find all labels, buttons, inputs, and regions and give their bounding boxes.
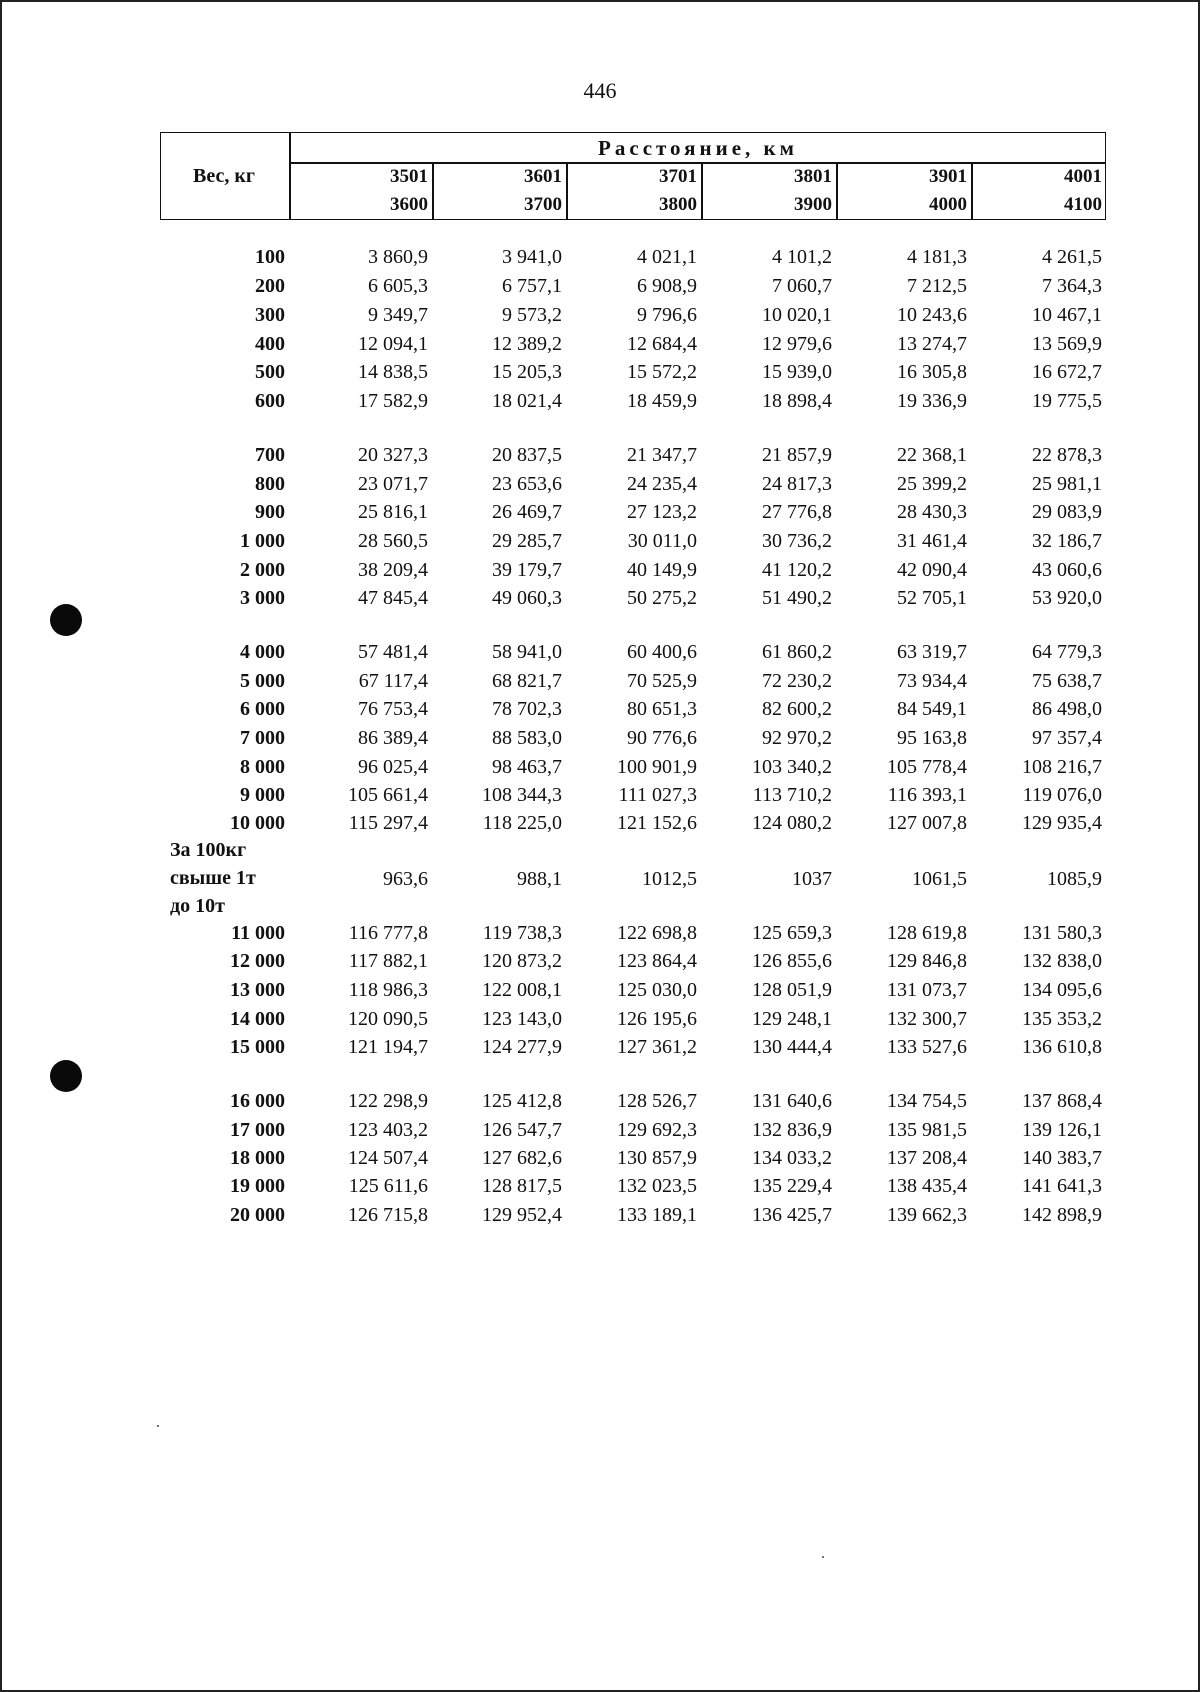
tariff-cell: 134 754,5 [887,1090,967,1112]
weight-cell: 1 000 [240,530,285,552]
tariff-cell: 128 817,5 [482,1175,562,1197]
weight-cell: 8 000 [240,756,285,778]
tariff-cell: 7 060,7 [772,275,832,297]
tariff-cell: 95 163,8 [897,727,967,749]
table-row [0,304,1200,332]
tariff-cell: 139 126,1 [1022,1119,1102,1141]
table-row [0,1119,1200,1147]
distance-header: Расстояние, км [598,136,798,160]
tariff-cell: 64 779,3 [1032,641,1102,663]
tariff-cell: 121 152,6 [617,812,697,834]
table-row [0,641,1200,669]
tariff-cell: 131 640,6 [752,1090,832,1112]
page-number: 446 [583,78,617,103]
tariff-cell: 128 619,8 [887,922,967,944]
weight-cell: 16 000 [230,1090,285,1112]
tariff-cell: 116 777,8 [348,922,428,944]
tariff-cell: 1085,9 [1047,868,1102,890]
tariff-cell: 125 611,6 [348,1175,428,1197]
weight-cell: 400 [255,333,285,355]
tariff-cell: 20 837,5 [492,444,562,466]
tariff-cell: 108 344,3 [482,784,562,806]
table-row [0,698,1200,726]
tariff-cell: 29 285,7 [492,530,562,552]
weight-cell: 19 000 [230,1175,285,1197]
tariff-cell: 22 878,3 [1032,444,1102,466]
tariff-cell: 119 076,0 [1022,784,1102,806]
tariff-cell: 129 935,4 [1022,812,1102,834]
table-row [0,670,1200,698]
weight-cell: 200 [255,275,285,297]
tariff-cell: 133 527,6 [887,1036,967,1058]
punch-hole [50,1060,82,1092]
tariff-cell: 49 060,3 [492,587,562,609]
tariff-cell: 118 225,0 [482,812,562,834]
tariff-cell: 138 435,4 [887,1175,967,1197]
tariff-cell: 4 101,2 [772,246,832,268]
tariff-cell: 21 347,7 [627,444,697,466]
table-row [0,950,1200,978]
table-row [0,559,1200,587]
scan-speck [157,1425,159,1427]
tariff-cell: 132 300,7 [887,1008,967,1030]
table-row [0,246,1200,274]
tariff-cell: 135 229,4 [752,1175,832,1197]
weight-cell: 18 000 [230,1147,285,1169]
tariff-cell: 51 490,2 [762,587,832,609]
tariff-cell: 75 638,7 [1032,670,1102,692]
tariff-cell: 141 641,3 [1022,1175,1102,1197]
surcharge-label-line: свыше 1т [170,867,256,889]
tariff-cell: 29 083,9 [1032,501,1102,523]
tariff-cell: 20 327,3 [358,444,428,466]
tariff-cell: 52 705,1 [897,587,967,609]
tariff-cell: 78 702,3 [492,698,562,720]
tariff-cell: 10 243,6 [897,304,967,326]
tariff-cell: 1037 [792,868,832,890]
tariff-cell: 18 459,9 [627,390,697,412]
tariff-cell: 108 216,7 [1022,756,1102,778]
tariff-cell: 21 857,9 [762,444,832,466]
tariff-cell: 135 981,5 [887,1119,967,1141]
tariff-cell: 82 600,2 [762,698,832,720]
tariff-cell: 28 560,5 [358,530,428,552]
tariff-cell: 136 425,7 [752,1204,832,1226]
tariff-cell: 23 653,6 [492,473,562,495]
tariff-cell: 24 235,4 [627,473,697,495]
tariff-cell: 113 710,2 [752,784,832,806]
tariff-cell: 1061,5 [912,868,967,890]
tariff-cell: 127 007,8 [887,812,967,834]
tariff-cell: 17 582,9 [358,390,428,412]
tariff-cell: 15 205,3 [492,361,562,383]
tariff-cell: 963,6 [383,868,428,890]
range-from: 3801 [794,166,832,187]
tariff-cell: 63 319,7 [897,641,967,663]
tariff-cell: 105 778,4 [887,756,967,778]
range-divider [836,164,838,220]
tariff-cell: 47 845,4 [358,587,428,609]
table-row [0,530,1200,558]
tariff-cell: 27 776,8 [762,501,832,523]
range-divider [432,164,434,220]
tariff-cell: 10 467,1 [1032,304,1102,326]
tariff-cell: 137 208,4 [887,1147,967,1169]
tariff-cell: 10 020,1 [762,304,832,326]
tariff-cell: 131 580,3 [1022,922,1102,944]
tariff-cell: 92 970,2 [762,727,832,749]
tariff-cell: 72 230,2 [762,670,832,692]
tariff-cell: 16 305,8 [897,361,967,383]
tariff-cell: 80 651,3 [627,698,697,720]
tariff-cell: 120 090,5 [348,1008,428,1030]
surcharge-label-line: За 100кг [170,839,247,861]
tariff-cell: 105 661,4 [348,784,428,806]
tariff-cell: 12 684,4 [627,333,697,355]
tariff-cell: 137 868,4 [1022,1090,1102,1112]
tariff-cell: 124 507,4 [348,1147,428,1169]
tariff-cell: 31 461,4 [897,530,967,552]
tariff-cell: 6 908,9 [637,275,697,297]
tariff-cell: 22 368,1 [897,444,967,466]
tariff-cell: 6 757,1 [502,275,562,297]
tariff-cell: 129 846,8 [887,950,967,972]
tariff-cell: 124 277,9 [482,1036,562,1058]
tariff-cell: 121 194,7 [348,1036,428,1058]
tariff-cell: 125 412,8 [482,1090,562,1112]
weight-cell: 6 000 [240,698,285,720]
tariff-cell: 15 939,0 [762,361,832,383]
range-from: 3701 [659,166,697,187]
tariff-cell: 13 569,9 [1032,333,1102,355]
tariff-cell: 135 353,2 [1022,1008,1102,1030]
table-row [0,784,1200,812]
tariff-cell: 24 817,3 [762,473,832,495]
tariff-cell: 126 547,7 [482,1119,562,1141]
tariff-cell: 86 389,4 [358,727,428,749]
scan-speck [822,1556,824,1558]
tariff-cell: 111 027,3 [618,784,697,806]
table-row [0,333,1200,361]
range-from: 3501 [390,166,428,187]
tariff-cell: 129 692,3 [617,1119,697,1141]
tariff-cell: 57 481,4 [358,641,428,663]
tariff-cell: 129 248,1 [752,1008,832,1030]
tariff-cell: 12 094,1 [358,333,428,355]
tariff-cell: 15 572,2 [627,361,697,383]
tariff-cell: 125 030,0 [617,979,697,1001]
surcharge-label-line: до 10т [170,895,225,917]
table-row [0,1175,1200,1203]
table-row [0,361,1200,389]
tariff-cell: 7 212,5 [907,275,967,297]
range-divider [566,164,568,220]
tariff-cell: 90 776,6 [627,727,697,749]
tariff-cell: 4 261,5 [1042,246,1102,268]
tariff-cell: 129 952,4 [482,1204,562,1226]
table-row [0,501,1200,529]
tariff-cell: 988,1 [517,868,562,890]
tariff-cell: 117 882,1 [348,950,428,972]
tariff-cell: 32 186,7 [1032,530,1102,552]
tariff-cell: 119 738,3 [482,922,562,944]
weight-cell: 10 000 [230,812,285,834]
tariff-cell: 98 463,7 [492,756,562,778]
tariff-cell: 40 149,9 [627,559,697,581]
tariff-cell: 30 736,2 [762,530,832,552]
tariff-cell: 67 117,4 [358,670,428,692]
tariff-cell: 25 981,1 [1032,473,1102,495]
tariff-cell: 12 389,2 [492,333,562,355]
tariff-cell: 9 796,6 [637,304,697,326]
tariff-cell: 86 498,0 [1032,698,1102,720]
tariff-cell: 116 393,1 [887,784,967,806]
tariff-cell: 126 195,6 [617,1008,697,1030]
tariff-cell: 50 275,2 [627,587,697,609]
table-row [0,1090,1200,1118]
tariff-cell: 132 023,5 [617,1175,697,1197]
tariff-cell: 142 898,9 [1022,1204,1102,1226]
table-row [0,444,1200,472]
weight-cell: 13 000 [230,979,285,1001]
tariff-cell: 3 941,0 [502,246,562,268]
tariff-cell: 128 526,7 [617,1090,697,1112]
tariff-cell: 115 297,4 [348,812,428,834]
tariff-cell: 127 361,2 [617,1036,697,1058]
weight-cell: 20 000 [230,1204,285,1226]
tariff-cell: 84 549,1 [897,698,967,720]
table-row [0,756,1200,784]
tariff-cell: 123 864,4 [617,950,697,972]
tariff-cell: 27 123,2 [627,501,697,523]
weight-cell: 4 000 [240,641,285,663]
tariff-cell: 118 986,3 [348,979,428,1001]
tariff-cell: 124 080,2 [752,812,832,834]
table-row [0,1204,1200,1232]
tariff-cell: 139 662,3 [887,1204,967,1226]
tariff-cell: 23 071,7 [358,473,428,495]
weight-cell: 2 000 [240,559,285,581]
range-to: 3800 [659,194,697,215]
weight-cell: 14 000 [230,1008,285,1030]
tariff-cell: 127 682,6 [482,1147,562,1169]
tariff-cell: 96 025,4 [358,756,428,778]
tariff-cell: 123 403,2 [348,1119,428,1141]
tariff-cell: 41 120,2 [762,559,832,581]
tariff-cell: 123 143,0 [482,1008,562,1030]
table-row [0,390,1200,418]
table-row [0,1036,1200,1064]
weight-cell: 12 000 [230,950,285,972]
tariff-cell: 26 469,7 [492,501,562,523]
tariff-cell: 58 941,0 [492,641,562,663]
tariff-cell: 14 838,5 [358,361,428,383]
range-divider [971,164,973,220]
tariff-cell: 126 715,8 [348,1204,428,1226]
tariff-cell: 132 838,0 [1022,950,1102,972]
tariff-cell: 4 021,1 [637,246,697,268]
tariff-cell: 19 775,5 [1032,390,1102,412]
range-to: 3700 [524,194,562,215]
tariff-cell: 39 179,7 [492,559,562,581]
header-rule [290,162,1106,164]
tariff-cell: 9 573,2 [502,304,562,326]
tariff-cell: 1012,5 [642,868,697,890]
tariff-cell: 136 610,8 [1022,1036,1102,1058]
tariff-cell: 76 753,4 [358,698,428,720]
tariff-cell: 7 364,3 [1042,275,1102,297]
weight-cell: 700 [255,444,285,466]
tariff-cell: 9 349,7 [368,304,428,326]
tariff-cell: 122 298,9 [348,1090,428,1112]
weight-cell: 11 000 [231,922,285,944]
table-row [0,275,1200,303]
tariff-cell: 16 672,7 [1032,361,1102,383]
range-to: 4000 [929,194,967,215]
table-row [0,587,1200,615]
range-from: 4001 [1064,166,1102,187]
tariff-cell: 140 383,7 [1022,1147,1102,1169]
weight-cell: 800 [255,473,285,495]
tariff-cell: 103 340,2 [752,756,832,778]
range-to: 3600 [390,194,428,215]
weight-cell: 3 000 [240,587,285,609]
weight-cell: 7 000 [240,727,285,749]
table-row [0,922,1200,950]
tariff-cell: 122 698,8 [617,922,697,944]
tariff-cell: 125 659,3 [752,922,832,944]
table-row [0,1008,1200,1036]
tariff-cell: 134 033,2 [752,1147,832,1169]
tariff-cell: 133 189,1 [617,1204,697,1226]
tariff-cell: 126 855,6 [752,950,832,972]
tariff-cell: 18 021,4 [492,390,562,412]
punch-hole [50,604,82,636]
tariff-cell: 42 090,4 [897,559,967,581]
tariff-cell: 38 209,4 [358,559,428,581]
tariff-cell: 68 821,7 [492,670,562,692]
tariff-cell: 43 060,6 [1032,559,1102,581]
range-divider [701,164,703,220]
weight-header: Вес, кг [193,165,255,187]
weight-cell: 9 000 [240,784,285,806]
table-row [0,979,1200,1007]
weight-cell: 900 [255,501,285,523]
tariff-cell: 12 979,6 [762,333,832,355]
tariff-cell: 131 073,7 [887,979,967,1001]
tariff-cell: 60 400,6 [627,641,697,663]
tariff-cell: 73 934,4 [897,670,967,692]
range-from: 3901 [929,166,967,187]
tariff-cell: 100 901,9 [617,756,697,778]
weight-cell: 500 [255,361,285,383]
tariff-cell: 134 095,6 [1022,979,1102,1001]
tariff-cell: 6 605,3 [368,275,428,297]
tariff-cell: 19 336,9 [897,390,967,412]
tariff-cell: 97 357,4 [1032,727,1102,749]
weight-cell: 17 000 [230,1119,285,1141]
tariff-cell: 18 898,4 [762,390,832,412]
tariff-cell: 30 011,0 [627,530,697,552]
tariff-cell: 53 920,0 [1032,587,1102,609]
tariff-cell: 132 836,9 [752,1119,832,1141]
weight-cell: 100 [255,246,285,268]
tariff-cell: 88 583,0 [492,727,562,749]
tariff-cell: 28 430,3 [897,501,967,523]
weight-cell: 600 [255,390,285,412]
table-row [0,727,1200,755]
tariff-cell: 25 816,1 [358,501,428,523]
tariff-cell: 128 051,9 [752,979,832,1001]
weight-cell: 300 [255,304,285,326]
tariff-cell: 70 525,9 [627,670,697,692]
tariff-cell: 61 860,2 [762,641,832,663]
tariff-cell: 4 181,3 [907,246,967,268]
range-from: 3601 [524,166,562,187]
table-row [0,1147,1200,1175]
tariff-cell: 13 274,7 [897,333,967,355]
tariff-cell: 3 860,9 [368,246,428,268]
tariff-cell: 25 399,2 [897,473,967,495]
weight-cell: 5 000 [240,670,285,692]
tariff-cell: 130 857,9 [617,1147,697,1169]
range-to: 3900 [794,194,832,215]
tariff-cell: 122 008,1 [482,979,562,1001]
surcharge-label [170,836,256,920]
tariff-cell: 120 873,2 [482,950,562,972]
weight-cell: 15 000 [230,1036,285,1058]
tariff-cell: 130 444,4 [752,1036,832,1058]
range-to: 4100 [1064,194,1102,215]
table-row [0,473,1200,501]
